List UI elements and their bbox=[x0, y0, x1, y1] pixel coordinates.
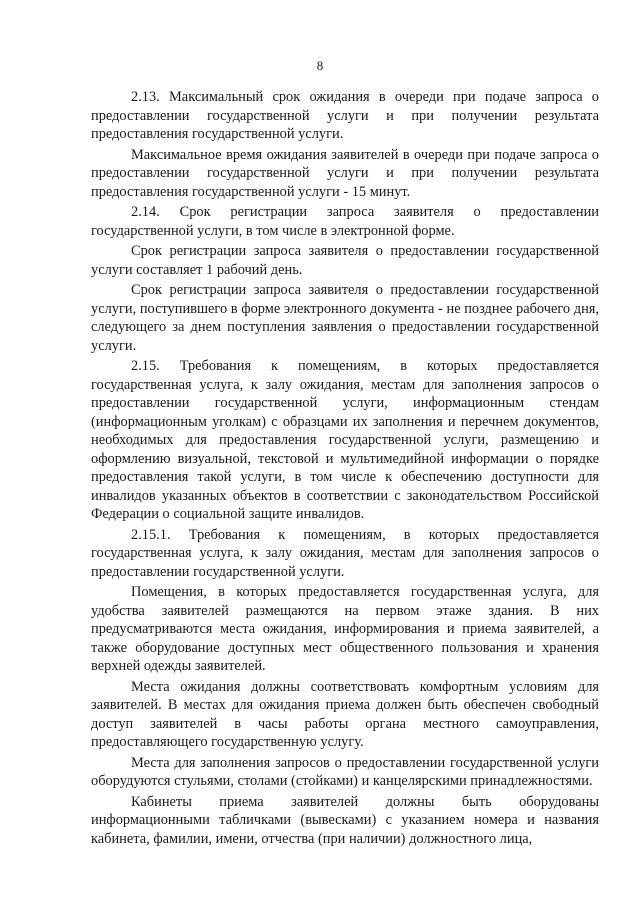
paragraph-reception-rooms: Кабинеты приема заявителей должны быть оборудованы информационными табличками (вывесками) с указанием номера и названия кабинета, фамилии, имени, отчества (при наличии) должностного лица, bbox=[91, 793, 599, 847]
paragraph-2-15-1: 2.15.1. Требования к помещениям, в которых предоставляется государственная услуга, к залу ожидания, местам для заполнения запросов о предоставлении государственной услуги. bbox=[91, 526, 599, 580]
paragraph-waiting-areas: Места ожидания должны соответствовать комфортным условиям для заявителей. В местах для ожидания приема должен быть обеспечен свободный доступ заявителей в часы работы органа местного самоуправления, предоставляющего государственную услугу. bbox=[91, 678, 599, 750]
paragraph-electronic-registration: Срок регистрации запроса заявителя о предоставлении государственной услуги, поступившего в форме электронного документа - не позднее рабочего дня, следующего за днем поступления заявления о предоставлении государственной услуги. bbox=[91, 282, 599, 354]
paragraph-filling-areas: Места для заполнения запросов о предоставлении государственной услуги оборудуются стульями, столами (стойками) и канцелярскими принадлежностями. bbox=[91, 754, 599, 789]
page-number: 8 bbox=[316, 58, 324, 73]
paragraph-2-15: 2.15. Требования к помещениям, в которых предоставляется государственная услуга, к залу ожидания, местам для заполнения запросов о предоставлении государственной услуги, информационным стендам (информационным уголкам) с образцами их заполнения и перечнем документов, необходимых для предоставления государственной услуги, размещению и оформлению визуальной, текстовой и мультимедийной информации о порядке предоставления такой услуги, в том числе к обеспечению доступности для инвалидов указанных объектов в соответствии с законодательством Российской Федерации о социальной защите инвалидов. bbox=[91, 358, 599, 522]
paragraph-premises: Помещения, в которых предоставляется государственная услуга, для удобства заявителей размещаются на первом этаже здания. В них предусматриваются места ожидания, информирования и приема заявителей, а также оборудование доступных мест общественного пользования и хранения верхней одежды заявителей. bbox=[91, 584, 599, 674]
document-body bbox=[91, 88, 599, 848]
paragraph-registration-term: Срок регистрации запроса заявителя о предоставлении государственной услуги составляет 1 рабочий день. bbox=[91, 243, 599, 278]
paragraph-max-wait-time: Максимальное время ожидания заявителей в очереди при подаче запроса о предоставлении государственной услуги и при получении результата предоставления государственной услуги - 15 минут. bbox=[91, 146, 599, 200]
paragraph-2-13: 2.13. Максимальный срок ожидания в очереди при подаче запроса о предоставлении государственной услуги и при получении результата предоставления государственной услуги. bbox=[91, 89, 599, 142]
paragraph-2-14: 2.14. Срок регистрации запроса заявителя о предоставлении государственной услуги, в том числе в электронной форме. bbox=[91, 204, 599, 239]
